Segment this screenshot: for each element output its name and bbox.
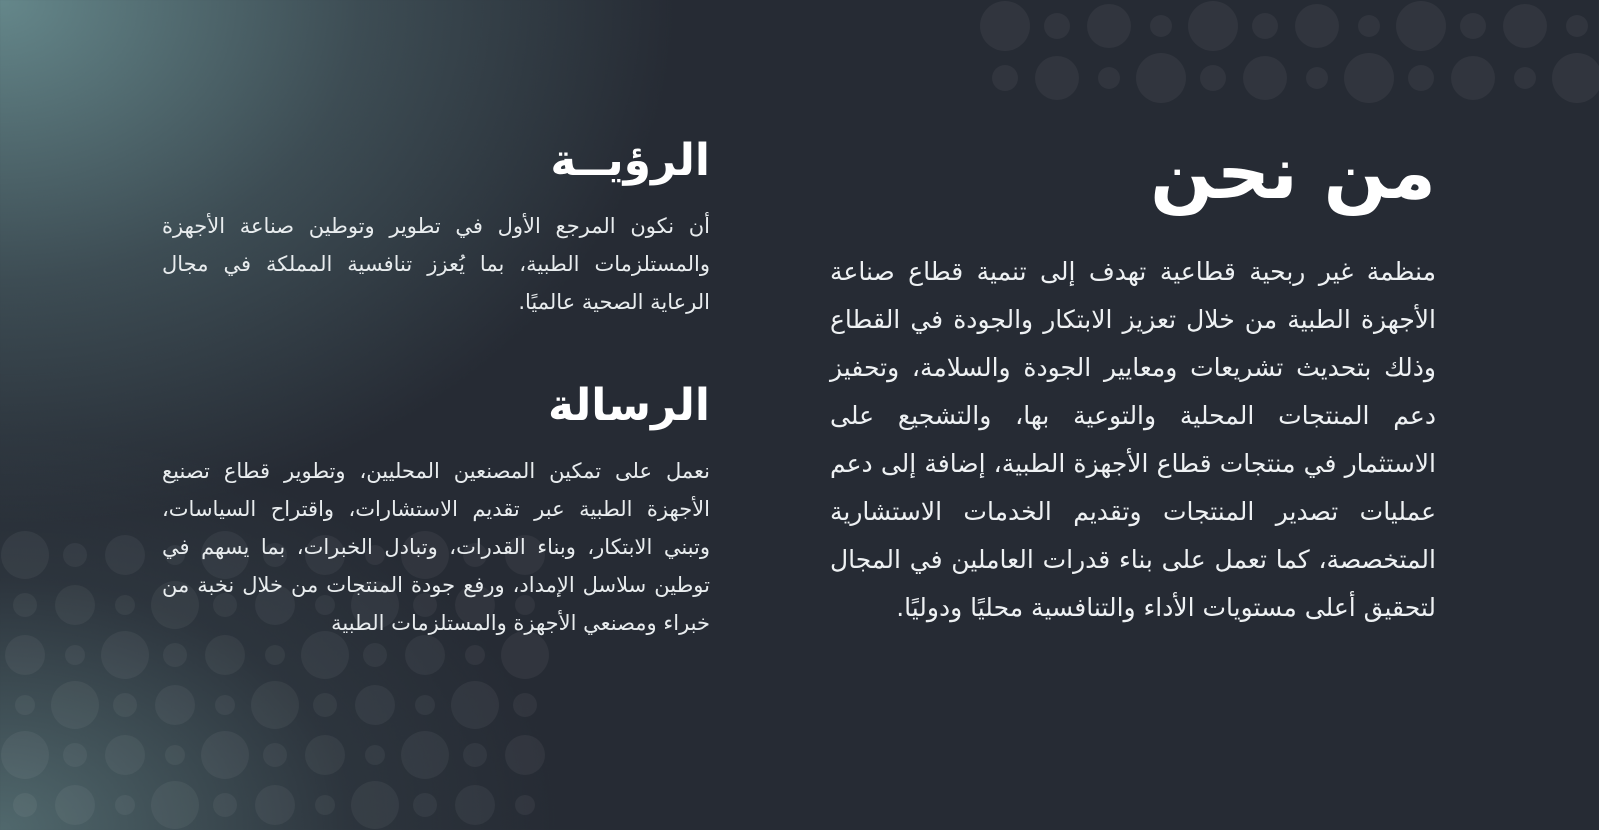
decorative-dot [5,635,45,675]
decorative-dot [1243,56,1287,100]
decorative-dot [980,1,1030,51]
decorative-dot [55,785,95,825]
decorative-dot [155,685,195,725]
decorative-dot [263,743,287,767]
decorative-dot [355,685,395,725]
decorative-dot [201,731,249,779]
decorative-dot [1200,65,1226,91]
decorative-dot [255,785,295,825]
decorative-dot [992,65,1018,91]
about-us-title: من نحن [1150,130,1436,216]
decorative-dot [113,693,137,717]
decorative-dot [13,593,37,617]
decorative-dot [1150,15,1172,37]
decorative-dot [365,745,385,765]
vision-title: الرؤيــة [550,135,710,186]
decorative-dot [1396,1,1446,51]
decorative-dot [1306,67,1328,89]
decorative-dot [165,745,185,765]
decorative-dot [151,781,199,829]
vision-description: أن نكون المرجع الأول في تطوير وتوطين صناعة الأجهزة والمستلزمات الطبية، بما يُعزز تنافسية المملكة في مجال الرعاية الصحية عالميًا. [162,214,710,315]
decorative-dot [105,535,145,575]
decorative-dot [51,681,99,729]
decorative-dot [1295,4,1339,48]
decorative-dot [101,631,149,679]
decorative-dot [1188,1,1238,51]
decorative-dot [115,595,135,615]
decorative-dot [65,645,85,665]
decorative-dot [13,793,37,817]
decorative-dot [363,643,387,667]
decorative-dot [1035,56,1079,100]
decorative-dot [1503,4,1547,48]
decorative-dot [415,695,435,715]
decorative-dot [1252,13,1278,39]
mission-section [162,382,710,642]
decorative-dot [251,681,299,729]
decorative-dot [351,781,399,829]
decorative-dot [1044,13,1070,39]
decorative-dot [1087,4,1131,48]
decorative-dot [1566,15,1588,37]
decorative-dot [105,735,145,775]
decorative-dot [1552,53,1599,103]
decorative-dot [1136,53,1186,103]
decorative-dot [55,585,95,625]
vision-section [162,137,710,321]
mission-description: نعمل على تمكين المصنعين المحليين، وتطوير قطاع تصنيع الأجهزة الطبية عبر تقديم الاستشارات، واقتراح السياسات، وتبني الابتكار، وبناء القدرات، وتبادل الخبرات، بما يسهم في توطين سلاسل الإمداد، ورفع جودة المنتجات من خلال نخبة من خبراء ومصنعي الأجهزة والمستلزمات الطبية [162,459,710,636]
decorative-dot [465,645,485,665]
decorative-dot [401,731,449,779]
decorative-dot [63,743,87,767]
decorative-dot [1,531,49,579]
decorative-dot [215,695,235,715]
mission-title: الرسالة [548,380,710,431]
decorative-dot [213,793,237,817]
decorative-dot [1451,56,1495,100]
decorative-dot [313,693,337,717]
decorative-dot [63,543,87,567]
decorative-dot [115,795,135,815]
decorative-dot [1408,65,1434,91]
decorative-dot [305,735,345,775]
decorative-dot [1514,67,1536,89]
decorative-dot [515,795,535,815]
decorative-dot [265,645,285,665]
decorative-dot-pattern-top [979,0,1599,110]
decorative-dot [1,731,49,779]
decorative-dot [1460,13,1486,39]
decorative-dot [315,795,335,815]
about-us-description: منظمة غير ربحية قطاعية تهدف إلى تنمية قطاع صناعة الأجهزة الطبية من خلال تعزيز الابتكار والجودة في القطاع وذلك بتحديث تشريعات ومعايير الجودة والسلامة، وتحفيز دعم المنتجات المحلية والتوعية بها، والتشجيع على الاستثمار في منتجات قطاع الأجهزة الطبية، إضافة إلى دعم عمليات تصدير المنتجات وتقديم الخدمات الاستشارية المتخصصة، كما تعمل على بناء قدرات العاملين في المجال لتحقيق أعلى مستويات الأداء والتنافسية محليًا ودوليًا. [830,257,1436,622]
decorative-dot [163,643,187,667]
decorative-dot [413,793,437,817]
decorative-dot [513,693,537,717]
decorative-dot [505,735,545,775]
decorative-dot [1344,53,1394,103]
decorative-dot [455,785,495,825]
decorative-dot [1098,67,1120,89]
decorative-dot [451,681,499,729]
decorative-dot [1358,15,1380,37]
about-us-section [830,130,1436,632]
decorative-dot [463,743,487,767]
decorative-dot [15,695,35,715]
